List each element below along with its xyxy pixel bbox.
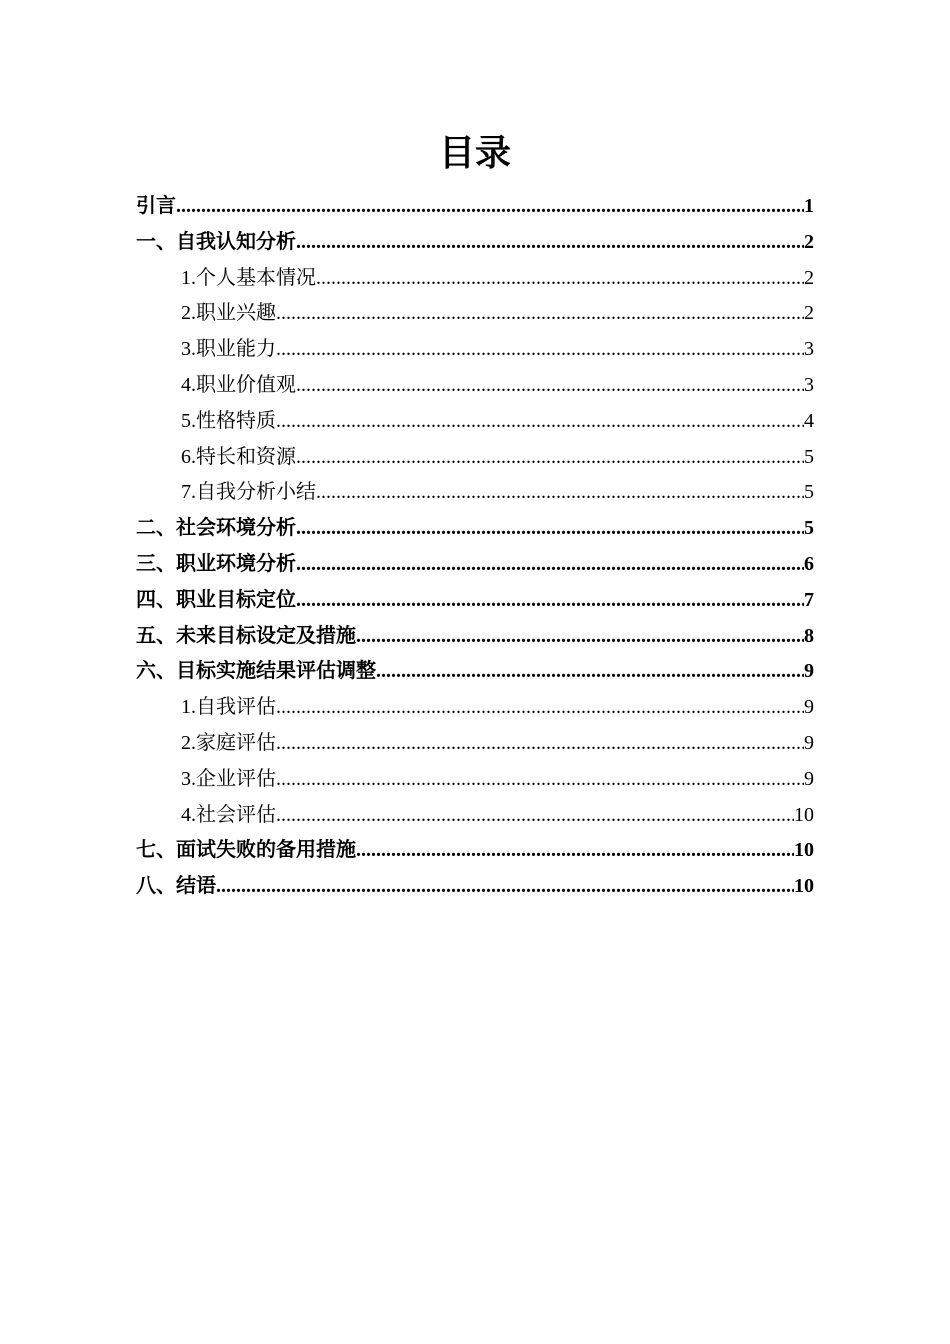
toc-page-number: 5	[804, 517, 814, 540]
toc-entry-section[interactable]	[136, 726, 814, 762]
toc-entry-label: 2.职业兴趣	[181, 302, 276, 325]
toc-dot-leader	[276, 762, 804, 798]
toc-dot-leader	[296, 225, 804, 261]
toc-entry-section[interactable]	[136, 404, 814, 440]
toc-entry-chapter[interactable]	[136, 225, 814, 261]
toc-entry-chapter[interactable]	[136, 583, 814, 619]
toc-dot-leader	[316, 475, 804, 511]
toc-entry-chapter[interactable]	[136, 511, 814, 547]
toc-entry-section[interactable]	[136, 475, 814, 511]
toc-page-number: 9	[804, 731, 814, 754]
toc-page-number: 8	[804, 624, 814, 647]
toc-entry-chapter[interactable]	[136, 619, 814, 655]
toc-dot-leader	[316, 261, 804, 297]
toc-dot-leader	[276, 726, 804, 762]
toc-entry-label: 3.职业能力	[181, 338, 276, 361]
toc-page-number: 10	[794, 839, 814, 862]
toc-entry-label: 2.家庭评估	[181, 731, 276, 754]
toc-entry-label: 三、职业环境分析	[136, 552, 296, 575]
table-of-contents	[136, 189, 814, 905]
toc-page-number: 5	[804, 445, 814, 468]
toc-entry-section[interactable]	[136, 440, 814, 476]
toc-page-number: 9	[804, 660, 814, 683]
toc-page-number: 7	[804, 588, 814, 611]
toc-entry-section[interactable]	[136, 798, 814, 834]
toc-entry-chapter[interactable]	[136, 654, 814, 690]
toc-page-number: 3	[804, 373, 814, 396]
toc-page-number: 10	[794, 803, 814, 826]
toc-entry-chapter[interactable]	[136, 547, 814, 583]
toc-page-number: 9	[804, 767, 814, 790]
toc-dot-leader	[356, 619, 804, 655]
toc-entry-section[interactable]	[136, 261, 814, 297]
toc-entry-label: 3.企业评估	[181, 767, 276, 790]
toc-entry-label: 6.特长和资源	[181, 445, 296, 468]
toc-dot-leader	[296, 511, 804, 547]
toc-entry-label: 1.自我评估	[181, 696, 276, 719]
toc-entry-label: 二、社会环境分析	[136, 517, 296, 540]
toc-page-number: 5	[804, 481, 814, 504]
toc-entry-chapter[interactable]	[136, 869, 814, 905]
toc-page-number: 2	[804, 302, 814, 325]
toc-entry-chapter[interactable]	[136, 189, 814, 225]
toc-dot-leader	[216, 869, 794, 905]
toc-entry-section[interactable]	[136, 368, 814, 404]
toc-entry-section[interactable]	[136, 762, 814, 798]
toc-title: 目录	[438, 133, 511, 173]
toc-dot-leader	[276, 690, 804, 726]
toc-dot-leader	[296, 547, 804, 583]
toc-entry-label: 1.个人基本情况	[181, 266, 316, 289]
toc-page-number: 4	[804, 409, 814, 432]
toc-entry-label: 4.职业价值观	[181, 373, 296, 396]
toc-entry-section[interactable]	[136, 296, 814, 332]
toc-entry-label: 7.自我分析小结	[181, 481, 316, 504]
toc-entry-section[interactable]	[136, 332, 814, 368]
toc-dot-leader	[276, 296, 804, 332]
toc-entry-label: 七、面试失败的备用措施	[136, 839, 356, 862]
toc-page-number: 2	[804, 230, 814, 253]
toc-dot-leader	[176, 189, 804, 225]
toc-dot-leader	[296, 583, 804, 619]
toc-dot-leader	[296, 368, 804, 404]
toc-dot-leader	[356, 833, 794, 869]
toc-dot-leader	[276, 404, 804, 440]
toc-dot-leader	[276, 798, 794, 834]
toc-page-number: 6	[804, 552, 814, 575]
toc-page-number: 10	[794, 875, 814, 898]
toc-entry-label: 4.社会评估	[181, 803, 276, 826]
toc-entry-section[interactable]	[136, 690, 814, 726]
toc-entry-label: 五、未来目标设定及措施	[136, 624, 356, 647]
toc-entry-label: 引言	[136, 195, 176, 217]
toc-dot-leader	[296, 440, 804, 476]
toc-page-number: 1	[804, 195, 814, 217]
toc-page-number: 9	[804, 696, 814, 719]
toc-entry-label: 一、自我认知分析	[136, 230, 296, 253]
toc-dot-leader	[276, 332, 804, 368]
toc-page-number: 2	[804, 266, 814, 289]
toc-entry-label: 六、目标实施结果评估调整	[136, 660, 376, 683]
toc-page-number: 3	[804, 338, 814, 361]
toc-dot-leader	[376, 654, 804, 690]
toc-entry-label: 四、职业目标定位	[136, 588, 296, 611]
toc-entry-chapter[interactable]	[136, 833, 814, 869]
toc-entry-label: 5.性格特质	[181, 409, 276, 432]
toc-entry-label: 八、结语	[136, 875, 216, 898]
